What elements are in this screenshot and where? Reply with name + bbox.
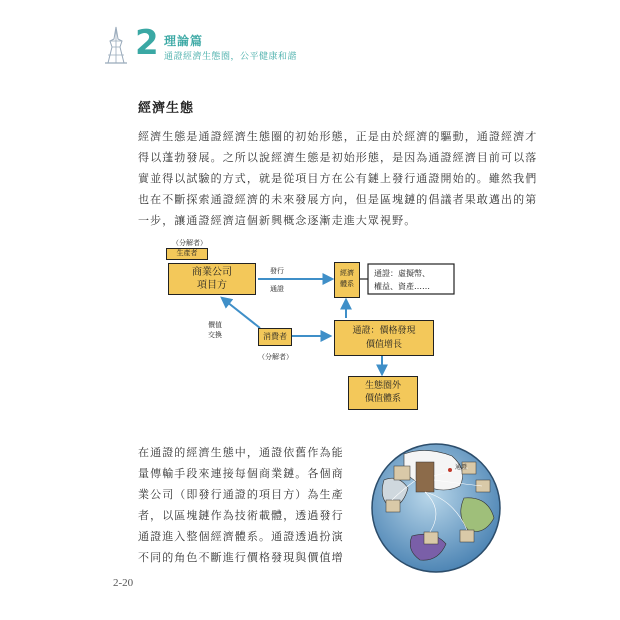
value-exchange-line2: 交換: [208, 331, 222, 339]
tower-logo-icon: [103, 25, 129, 65]
issue-label: 發行: [270, 267, 284, 275]
paragraph-line: 也在不斷探索通證經濟的未來發展方向，但是區塊鏈的倡議者果敢邁出的第: [138, 193, 538, 206]
token-label: 通證: [270, 285, 284, 293]
paragraph-line: 通證進入整個經濟體系。通證透過扮演: [138, 530, 344, 543]
value-exchange-line1: 價值: [208, 321, 222, 329]
system-line1: 經濟: [340, 269, 354, 277]
globe-token-label: 通證: [455, 464, 468, 471]
token-types-line1: 通證：虛擬幣、: [374, 269, 430, 278]
chapter-number: 2: [135, 23, 159, 63]
paragraph-line: 一步，讓通證經濟這個新興概念逐漸走進大眾視野。: [138, 214, 417, 227]
outer-line2: 價值體系: [364, 394, 401, 404]
paragraph-line: 量傳輸手段來連接每個商業鏈。各個商: [138, 467, 344, 480]
value-exchange-label: [208, 320, 222, 340]
paragraph-line: 得以蓬勃發展。之所以說經濟生態是初始形態，是因為通證經濟目前可以落: [138, 151, 538, 164]
paragraph-line: 業公司（即發行通證的項目方）為生產: [138, 488, 344, 501]
producer-role: 生產者: [176, 249, 198, 257]
paragraph-line: 在通證的經濟生態中，通證依舊作為能: [138, 446, 344, 459]
company-line1: 商業公司: [192, 267, 232, 278]
paragraph-line: 者，以區塊鏈作為技術載體，透過發行: [138, 509, 344, 522]
producer-role-box: [166, 248, 208, 260]
outer-line1: 生態圈外: [364, 381, 401, 391]
token-types-line2: 權益、資產……: [374, 282, 430, 291]
chapter-subtitle: 通證經濟生態圈，公平健康和諧: [164, 52, 298, 62]
body-paragraph: [138, 126, 538, 231]
economic-ecology-diagram: [160, 236, 480, 416]
price-line2: 價值增長: [365, 340, 402, 350]
consumer-tag: （分解者）: [258, 353, 293, 361]
chapter-title: 理論篇: [164, 34, 204, 48]
page-number: 2-20: [113, 577, 134, 589]
consumer-box: [258, 328, 292, 346]
lower-paragraph: [138, 442, 353, 568]
value-exchange-arrow: [222, 298, 260, 328]
company-line2: 項目方: [197, 280, 227, 291]
globe-illustration: [364, 440, 509, 575]
consumer-label: 消費者: [263, 332, 287, 341]
paragraph-line: 實並得以試驗的方式，就是從項目方在公有鏈上發行通證開始的。雖然我們: [138, 172, 538, 185]
producer-tag: （分解者）: [172, 239, 207, 247]
paragraph-line: 經濟生態是通證經濟生態圈的初始形態，正是由於經濟的驅動，通證經濟才: [138, 130, 538, 143]
system-line2: 體系: [340, 280, 354, 288]
company-box: [168, 263, 256, 295]
outer-value-box: [348, 376, 418, 410]
paragraph-line: 不同的角色不斷進行價格發現與價值增: [138, 551, 344, 564]
price-line1: 通證：價格發現: [352, 326, 416, 336]
section-title: 經濟生態: [138, 101, 195, 116]
price-discovery-box: [334, 320, 434, 356]
economic-system-box: [334, 262, 360, 298]
